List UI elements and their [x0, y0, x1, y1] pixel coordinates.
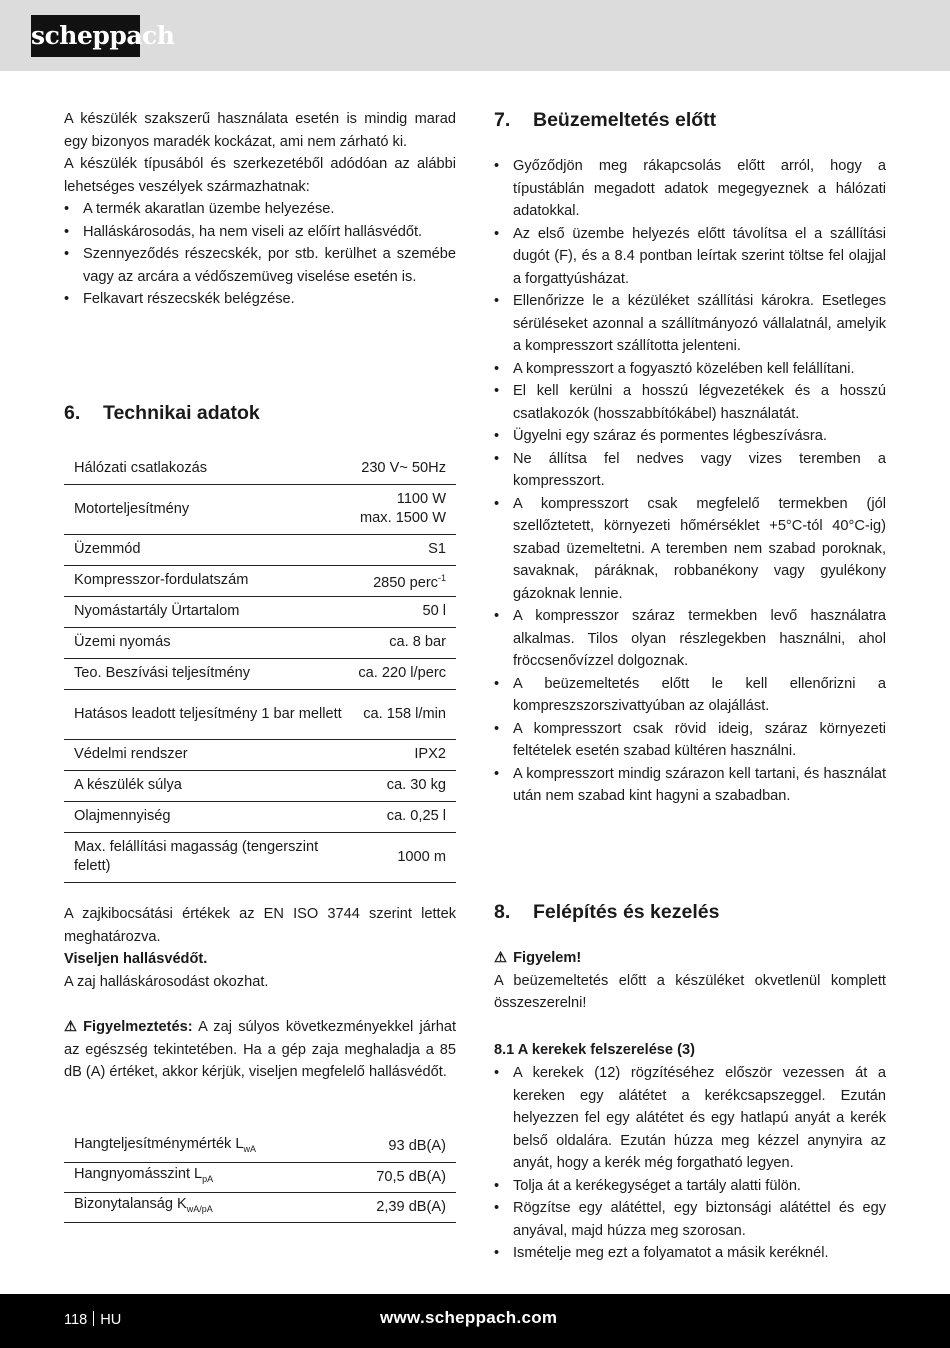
- table-cell: 1100 W max. 1500 W: [358, 484, 456, 534]
- language-code: HU: [100, 1312, 122, 1328]
- section-6-heading: 6. Technikai adatok: [64, 402, 260, 424]
- list-item: • Tolja át a kerékegységet a tartály alatti fülön.: [494, 1177, 801, 1194]
- list-item: • Győződjön meg rákapcsolás előtt arról, hogy a típustáblán megadott adatok megegyeznek a hálózati adatokkal.: [494, 158, 886, 219]
- table-row: [64, 801, 456, 832]
- table-cell: ca. 158 l/min: [358, 689, 456, 739]
- table-cell: Védelmi rendszer: [64, 739, 358, 770]
- left-column: [64, 108, 456, 311]
- table-cell: 70,5 dB(A): [341, 1162, 456, 1192]
- attention-block: [494, 947, 886, 1015]
- list-item: • Ne állítsa fel nedves vagy vizes teremben a kompresszort.: [494, 450, 886, 489]
- table-row: [64, 565, 456, 596]
- warning-block: [64, 1016, 456, 1084]
- table-cell: ca. 220 l/perc: [358, 658, 456, 689]
- table-cell: ca. 0,25 l: [358, 801, 456, 832]
- subsection-8-1-list: [494, 1062, 886, 1265]
- table-cell: 230 V~ 50Hz: [358, 453, 456, 484]
- table-cell: ca. 30 kg: [358, 770, 456, 801]
- list-item: • A kompresszort a fogyasztó közelében kell felállítani.: [494, 360, 855, 377]
- table-row: [64, 739, 456, 770]
- noise-table: [64, 1132, 456, 1223]
- table-cell: Hangnyomásszint $L_{pA}$: [64, 1162, 341, 1192]
- table-row: [64, 689, 456, 739]
- scheppach-logo: scheppach: [31, 15, 140, 57]
- noise-text: A zajkibocsátási értékek az EN ISO 3744 szerint lettek meghatározva.: [64, 906, 456, 945]
- list-item: • Ellenőrizze le a kézüléket szállítási károkra. Esetleges sérüléseket azonnal a szállítmányozó vállalatnál, amelyik a kompresszort szállította jelenteni.: [494, 293, 886, 354]
- subsection-8-1-heading: 8.1 A kerekek felszerelése (3): [494, 1042, 695, 1058]
- list-item: • Ismételje meg ezt a folyamatot a másik keréknél.: [494, 1245, 829, 1261]
- list-item: • El kell kerülni a hosszú légvezetékek és a hosszú csatlakozók (hosszabbítókábel) használatát.: [494, 383, 886, 422]
- list-item: • Felkavart részecskék belégzése.: [64, 291, 295, 307]
- noise-bold: Viseljen hallásvédőt.: [64, 951, 208, 967]
- list-item: • Ügyelni egy száraz és pormentes légbeszívásra.: [494, 428, 827, 444]
- page-number: 118: [64, 1312, 88, 1328]
- warning-icon: ⚠: [64, 1019, 78, 1035]
- table-row: [64, 1192, 456, 1222]
- table-cell: Bizonytalanság $K_{wA/pA}$: [64, 1192, 341, 1222]
- table-row: [64, 627, 456, 658]
- table-cell: 93 dB(A): [341, 1132, 456, 1162]
- list-item: • A termék akaratlan üzembe helyezése.: [64, 201, 335, 217]
- table-row: [64, 453, 456, 484]
- list-item: • A kompresszor száraz termekben levő használatra alkalmas. Tilos olyan részlegekben használni, ahol fröccsenővízzel dolgoznak.: [494, 608, 886, 669]
- table-cell: Hálózati csatlakozás: [64, 453, 358, 484]
- attention-label: Figyelem!: [513, 950, 582, 966]
- table-cell: Motorteljesítmény: [64, 484, 358, 534]
- table-cell: ca. 8 bar: [358, 627, 456, 658]
- intro-paragraph: A készülék típusából és szerkezetéből adódóan az alábbi lehetséges veszélyek származhatnak:: [64, 156, 456, 195]
- noise-effect: A zaj halláskárosodást okozhat.: [64, 973, 269, 990]
- spec-table: [64, 453, 456, 883]
- warning-text: A zaj súlyos következményekkel járhat az egészség tekintetében. Ha a gép zaja meghaladja a 85 dB (A) értéket, akkor kérjük, viseljen megfelelő hallásvédőt.: [64, 1019, 456, 1080]
- table-cell: Max. felállítási magasság (tengerszint felett): [64, 832, 358, 882]
- divider: [93, 1311, 94, 1326]
- list-item: • A kompresszort mindig szárazon kell tartani, és használat után nem szabad kint hagyni a szabadban.: [494, 765, 886, 804]
- table-cell: Hangteljesítménymérték $L_{wA}$: [64, 1132, 341, 1162]
- table-cell: Kompresszor-fordulatszám: [64, 565, 358, 596]
- warning-label: Figyelmeztetés:: [83, 1019, 193, 1035]
- table-row: [64, 658, 456, 689]
- table-cell: 2,39 dB(A): [341, 1192, 456, 1222]
- table-row: [64, 770, 456, 801]
- footer: [0, 1294, 950, 1348]
- list-item: • Szennyeződés részecskék, por stb. kerülhet a szemébe vagy az arcára a védőszemüveg viselése esetén is.: [64, 246, 456, 285]
- page-indicator: [64, 1311, 121, 1328]
- table-row: [64, 534, 456, 565]
- table-row: [64, 596, 456, 627]
- table-cell: A készülék súlya: [64, 770, 358, 801]
- attention-text: A beüzemeltetés előtt a készüléket okvetlenül komplett összeszerelni!: [494, 972, 886, 1011]
- table-cell: Üzemi nyomás: [64, 627, 358, 658]
- table-cell: Nyomástartály Ürtartalom: [64, 596, 358, 627]
- table-cell: 2850 perc$^{-1}$: [358, 565, 456, 596]
- hazard-list: [64, 198, 456, 311]
- table-cell: 50 l: [358, 596, 456, 627]
- table-row: [64, 832, 456, 882]
- list-item: • A kompresszort csak megfelelő termekben (jól szellőztetett, környezeti hőmérséklet +5°C-tól 40°C-ig) szabad üzemeltetni. A teremben nem szabad poroknak, savaknak, páráknak, robbanékony vagy gyulékony gázoknak lennie.: [494, 495, 886, 602]
- table-cell: IPX2: [358, 739, 456, 770]
- section-8-heading: 8. Felépítés és kezelés: [494, 901, 720, 923]
- table-row: [64, 1162, 456, 1192]
- section-7-list: [494, 155, 886, 808]
- warning-icon: ⚠: [494, 950, 508, 966]
- header-band: [0, 0, 950, 71]
- table-cell: 1000 m: [358, 832, 456, 882]
- intro-paragraph: A készülék szakszerű használata esetén is mindig marad egy bizonyos maradék kockázat, ami nem zárható ki.: [64, 111, 456, 150]
- website-link[interactable]: www.scheppach.com: [380, 1308, 558, 1327]
- table-cell: Hatásos leadott teljesítmény 1 bar mellett: [64, 689, 358, 739]
- list-item: • A kerekek (12) rögzítéséhez először vezessen át a kereken egy alátétet a kerékcsapszeggel. Ezután helyezzen fel egy alátétet és egy hatlapú anyát a kerék belső oldalára. Ezután húzza meg kézzel anynyira az anyát, hogy a kerék még forgatható legyen.: [494, 1065, 886, 1171]
- table-cell: Teo. Beszívási teljesítmény: [64, 658, 358, 689]
- list-item: • A kompresszort csak rövid ideig, száraz környezeti feltételek esetén szabad kültéren használni.: [494, 720, 886, 759]
- section-7-heading: 7. Beüzemeltetés előtt: [494, 109, 717, 131]
- table-row: [64, 484, 456, 534]
- noise-info: [64, 903, 456, 993]
- table-row: [64, 1132, 456, 1162]
- table-cell: Olajmennyiség: [64, 801, 358, 832]
- list-item: • Az első üzembe helyezés előtt távolítsa el a szállítási dugót (F), és a 8.4 pontban leírtak szerint töltse fel olajjal a forgattyúsházat.: [494, 225, 886, 287]
- list-item: • Rögzítse egy alátéttel, egy biztonsági alátéttel és egy anyával, majd húzza meg szorosan.: [494, 1200, 886, 1239]
- list-item: • A beüzemeltetés előtt le kell ellenőrizni a kompreszszorszivattyúban az olajállást.: [494, 675, 886, 714]
- table-cell: S1: [358, 534, 456, 565]
- table-cell: Üzemmód: [64, 534, 358, 565]
- list-item: • Halláskárosodás, ha nem viseli az előírt hallásvédőt.: [64, 223, 423, 240]
